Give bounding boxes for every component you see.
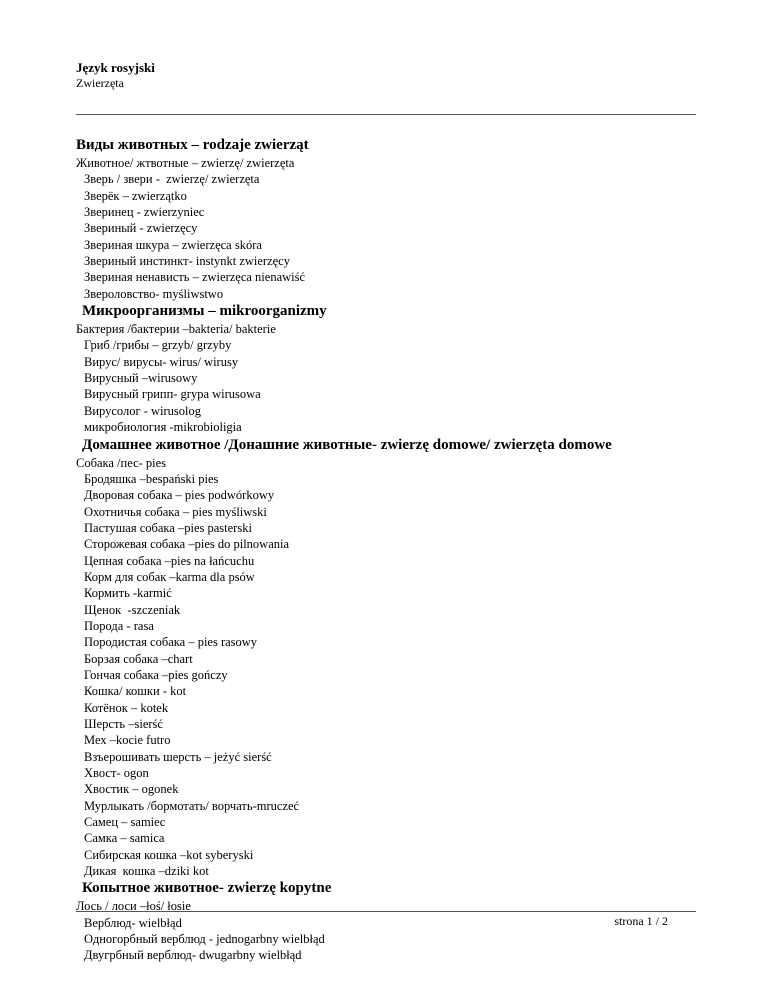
- vocabulary-entry: Гриб /грибы – grzyb/ grzyby: [84, 338, 232, 353]
- vocabulary-entry: Щенок -szczeniak: [84, 602, 181, 617]
- vocabulary-entry: Мурлыкать /бормотать/ ворчать-mruczeć: [84, 798, 300, 813]
- vocabulary-entry: Дикая кошка –dziki kot: [84, 864, 209, 879]
- vocabulary-entry: Гончая собака –pies gończy: [84, 667, 228, 682]
- vocabulary-entry: Одногорбный верблюд - jednogarbny wielbłąd: [84, 932, 325, 947]
- vocabulary-entry: Цепная собака –pies na łańcuchu: [84, 553, 255, 568]
- vocabulary-entry: Кошка/ кошки - kot: [84, 684, 187, 699]
- vocabulary-entry: Сибирская кошка –kot syberyski: [84, 847, 254, 862]
- footer-divider: [76, 911, 696, 912]
- vocabulary-entry: Животное/ жтвотные – zwierzę/ zwierzęta: [76, 156, 295, 170]
- vocabulary-entry: Звериная шкура – zwierzęca skóra: [84, 237, 262, 252]
- vocabulary-entry: Бактерия /бактерии –bakteria/ bakterie: [76, 322, 276, 337]
- vocabulary-entry: Вирусный грипп- grypa wirusowa: [84, 387, 261, 402]
- vocabulary-entry: Порода - rasa: [84, 618, 154, 633]
- vocabulary-entry: Звериная ненависть – zwierzęca nienawiść: [84, 270, 306, 285]
- vocabulary-entry: Охотничья собака – pies myśliwski: [84, 504, 267, 519]
- vocabulary-entry: Котёнок – kotek: [84, 700, 169, 715]
- document-body: [76, 136, 716, 964]
- vocabulary-entry: Сторожевая собака –pies do pilnowania: [84, 537, 290, 552]
- vocabulary-entry: Верблюд- wielbłąd: [84, 915, 182, 930]
- vocabulary-entry: Вирусолог - wirusolog: [84, 403, 202, 418]
- vocabulary-entry: Бродяшка –bespański pies: [84, 471, 219, 486]
- document-header: [76, 60, 696, 90]
- vocabulary-entry: Зверёк – zwierzątko: [84, 188, 187, 203]
- vocabulary-entry: Самец – samiec: [84, 815, 166, 830]
- document-title: Język rosyjski: [76, 60, 155, 75]
- vocabulary-entry: Зверь / звери - zwierzę/ zwierzęta: [84, 172, 260, 187]
- vocabulary-entry: Хвост- ogon: [84, 766, 149, 781]
- vocabulary-entry: Пастушая собака –pies pasterski: [84, 520, 252, 535]
- page-number: strona 1 / 2: [614, 914, 668, 928]
- vocabulary-entry: Взъерошивать шерсть – jeżyć sierść: [84, 749, 272, 764]
- vocabulary-entry: Корм для собак –karma dla psów: [84, 569, 255, 584]
- vocabulary-entry: Дворовая собака – pies podwórkowy: [84, 488, 275, 503]
- vocabulary-entry: Зверинец - zwierzyniec: [84, 205, 205, 220]
- vocabulary-entry: Вирус/ вирусы- wirus/ wirusy: [84, 354, 239, 369]
- section-heading: Виды животных – rodzaje zwierząt: [76, 137, 309, 153]
- section-heading: Копытное животное- zwierzę kopytne: [82, 880, 332, 897]
- vocabulary-entry: Собака /пес- pies: [76, 455, 167, 470]
- vocabulary-entry: Кормить -karmić: [84, 586, 172, 601]
- vocabulary-entry: Породистая собака – pies rasowy: [84, 635, 258, 650]
- document-subtitle: Zwierzęta: [76, 76, 124, 90]
- vocabulary-entry: Звериный - zwierzęcy: [84, 221, 198, 236]
- vocabulary-entry: Звериный инстинкт- instynkt zwierzęcy: [84, 254, 290, 269]
- vocabulary-entry: Двугрбный верблюд- dwugarbny wielbłąd: [84, 948, 302, 963]
- vocabulary-entry: Самка – samica: [84, 831, 165, 846]
- section-heading: Домашнее животное /Донашние животные- zwierzę domowe/ zwierzęta domowe: [82, 436, 612, 453]
- vocabulary-entry: Звероловство- myśliwstwo: [84, 286, 224, 301]
- vocabulary-entry: микробиология -mikrobioligia: [84, 420, 242, 435]
- vocabulary-entry: Лось / лоси –łoś/ łosie: [76, 899, 191, 914]
- section-heading: Микроорганизмы – mikroorganizmy: [82, 303, 327, 320]
- vocabulary-entry: Шерсть –sierść: [84, 717, 163, 731]
- vocabulary-entry: Мех –kocie futro: [84, 733, 171, 748]
- vocabulary-entry: Хвостик – ogonek: [84, 782, 179, 797]
- vocabulary-entry: Вирусный –wirusowy: [84, 371, 198, 386]
- header-divider: [76, 114, 696, 115]
- vocabulary-entry: Борзая собака –chart: [84, 651, 193, 666]
